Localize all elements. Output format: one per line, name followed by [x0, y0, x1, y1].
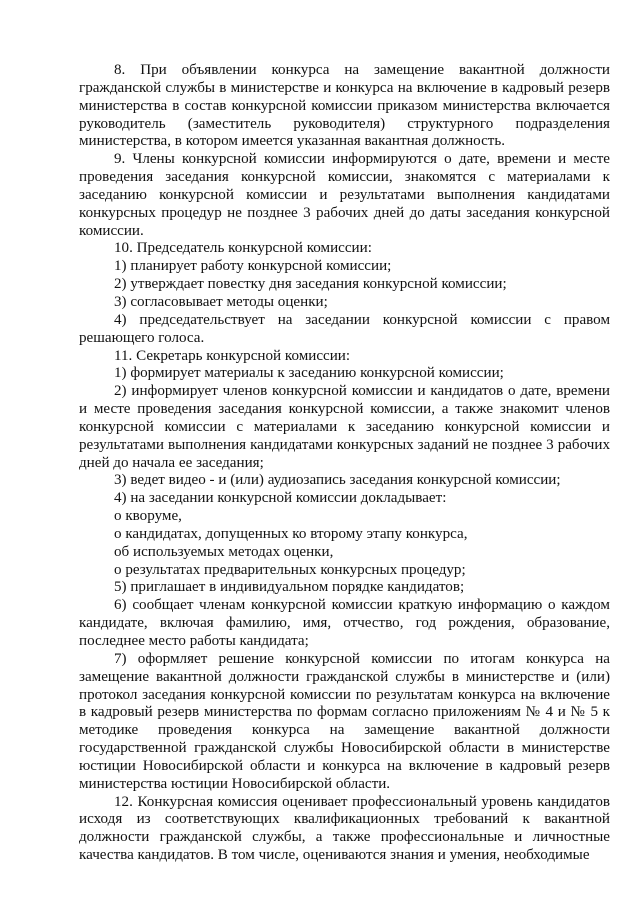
list-item: 2) утверждает повестку дня заседания конкурсной комиссии;	[114, 276, 507, 293]
list-item: 2) информирует членов конкурсной комиссии и кандидатов о дате, времени и месте проведения заседания конкурсной комиссии, а также знакомит членов конкурсной комиссии с материалами к заседанию конкурсной комиссии и результатами выполнения кандидатами конкурсных заданий не позднее 3 рабочих дней до начала ее заседания;	[79, 383, 610, 471]
list-item: 7) оформляет решение конкурсной комиссии по итогам конкурса на замещение вакантной должности гражданской службы в министерстве и (или) протокол заседания конкурсной комиссии по результатам конкурса на включение в кадровый резерв министерства по формам согласно приложениям № 4 и № 5 к методике проведения конкурса на замещение вакантной должности государственной гражданской службы Новосибирской области в министерстве юстиции Новосибирской области и конкурса на включение в кадровый резерв министерства юстиции Новосибирской области.	[79, 650, 610, 792]
list-item: 5) приглашает в индивидуальном порядке кандидатов;	[114, 579, 465, 596]
list-item: 1) планирует работу конкурсной комиссии;	[114, 258, 392, 275]
list-item: 1) формирует материалы к заседанию конкурсной комиссии;	[114, 365, 504, 382]
paragraph-10-heading: 10. Председатель конкурсной комиссии:	[114, 240, 372, 257]
paragraph-8: 8. При объявлении конкурса на замещение вакантной должности гражданской службы в министерстве и конкурса на включение в кадровый резерв министерства в состав конкурсной комиссии приказом министерства включается руководитель (заместитель руководителя) структурного подразделения министерства, в котором имеется указанная вакантная должность.	[79, 62, 610, 150]
list-item: 4) председательствует на заседании конкурсной комиссии с правом решающего голоса.	[79, 311, 610, 346]
list-item: 3) ведет видео - и (или) аудиозапись заседания конкурсной комиссии;	[114, 472, 561, 489]
sub-list-item: об используемых методах оценки,	[114, 543, 334, 560]
paragraph-11-heading: 11. Секретарь конкурсной комиссии:	[114, 347, 351, 364]
paragraph-9: 9. Члены конкурсной комиссии информируются о дате, времени и месте проведения заседания конкурсной комиссии, знакомятся с материалами к заседанию конкурсной комиссии и результатами выполнения кандидатами конкурсных процедур не позднее 3 рабочих дней до даты заседания конкурсной комиссии.	[79, 151, 610, 239]
list-item: 3) согласовывает методы оценки;	[114, 293, 328, 310]
sub-list-item: о результатах предварительных конкурсных процедур;	[114, 561, 466, 578]
list-item: 6) сообщает членам конкурсной комиссии краткую информацию о каждом кандидате, включая фамилию, имя, отчество, год рождения, образование, последнее место работы кандидата;	[79, 597, 610, 649]
sub-list-item: о кандидатах, допущенных ко второму этапу конкурса,	[114, 525, 468, 542]
paragraph-12: 12. Конкурсная комиссия оценивает профессиональный уровень кандидатов исходя из соответствующих квалификационных требований к вакантной должности гражданской службы, а также профессиональные и личностные качества кандидатов. В том числе, оцениваются знания и умения, необходимые	[79, 793, 610, 864]
sub-list-item: о кворуме,	[114, 508, 182, 525]
list-item: 4) на заседании конкурсной комиссии докладывает:	[114, 490, 447, 507]
